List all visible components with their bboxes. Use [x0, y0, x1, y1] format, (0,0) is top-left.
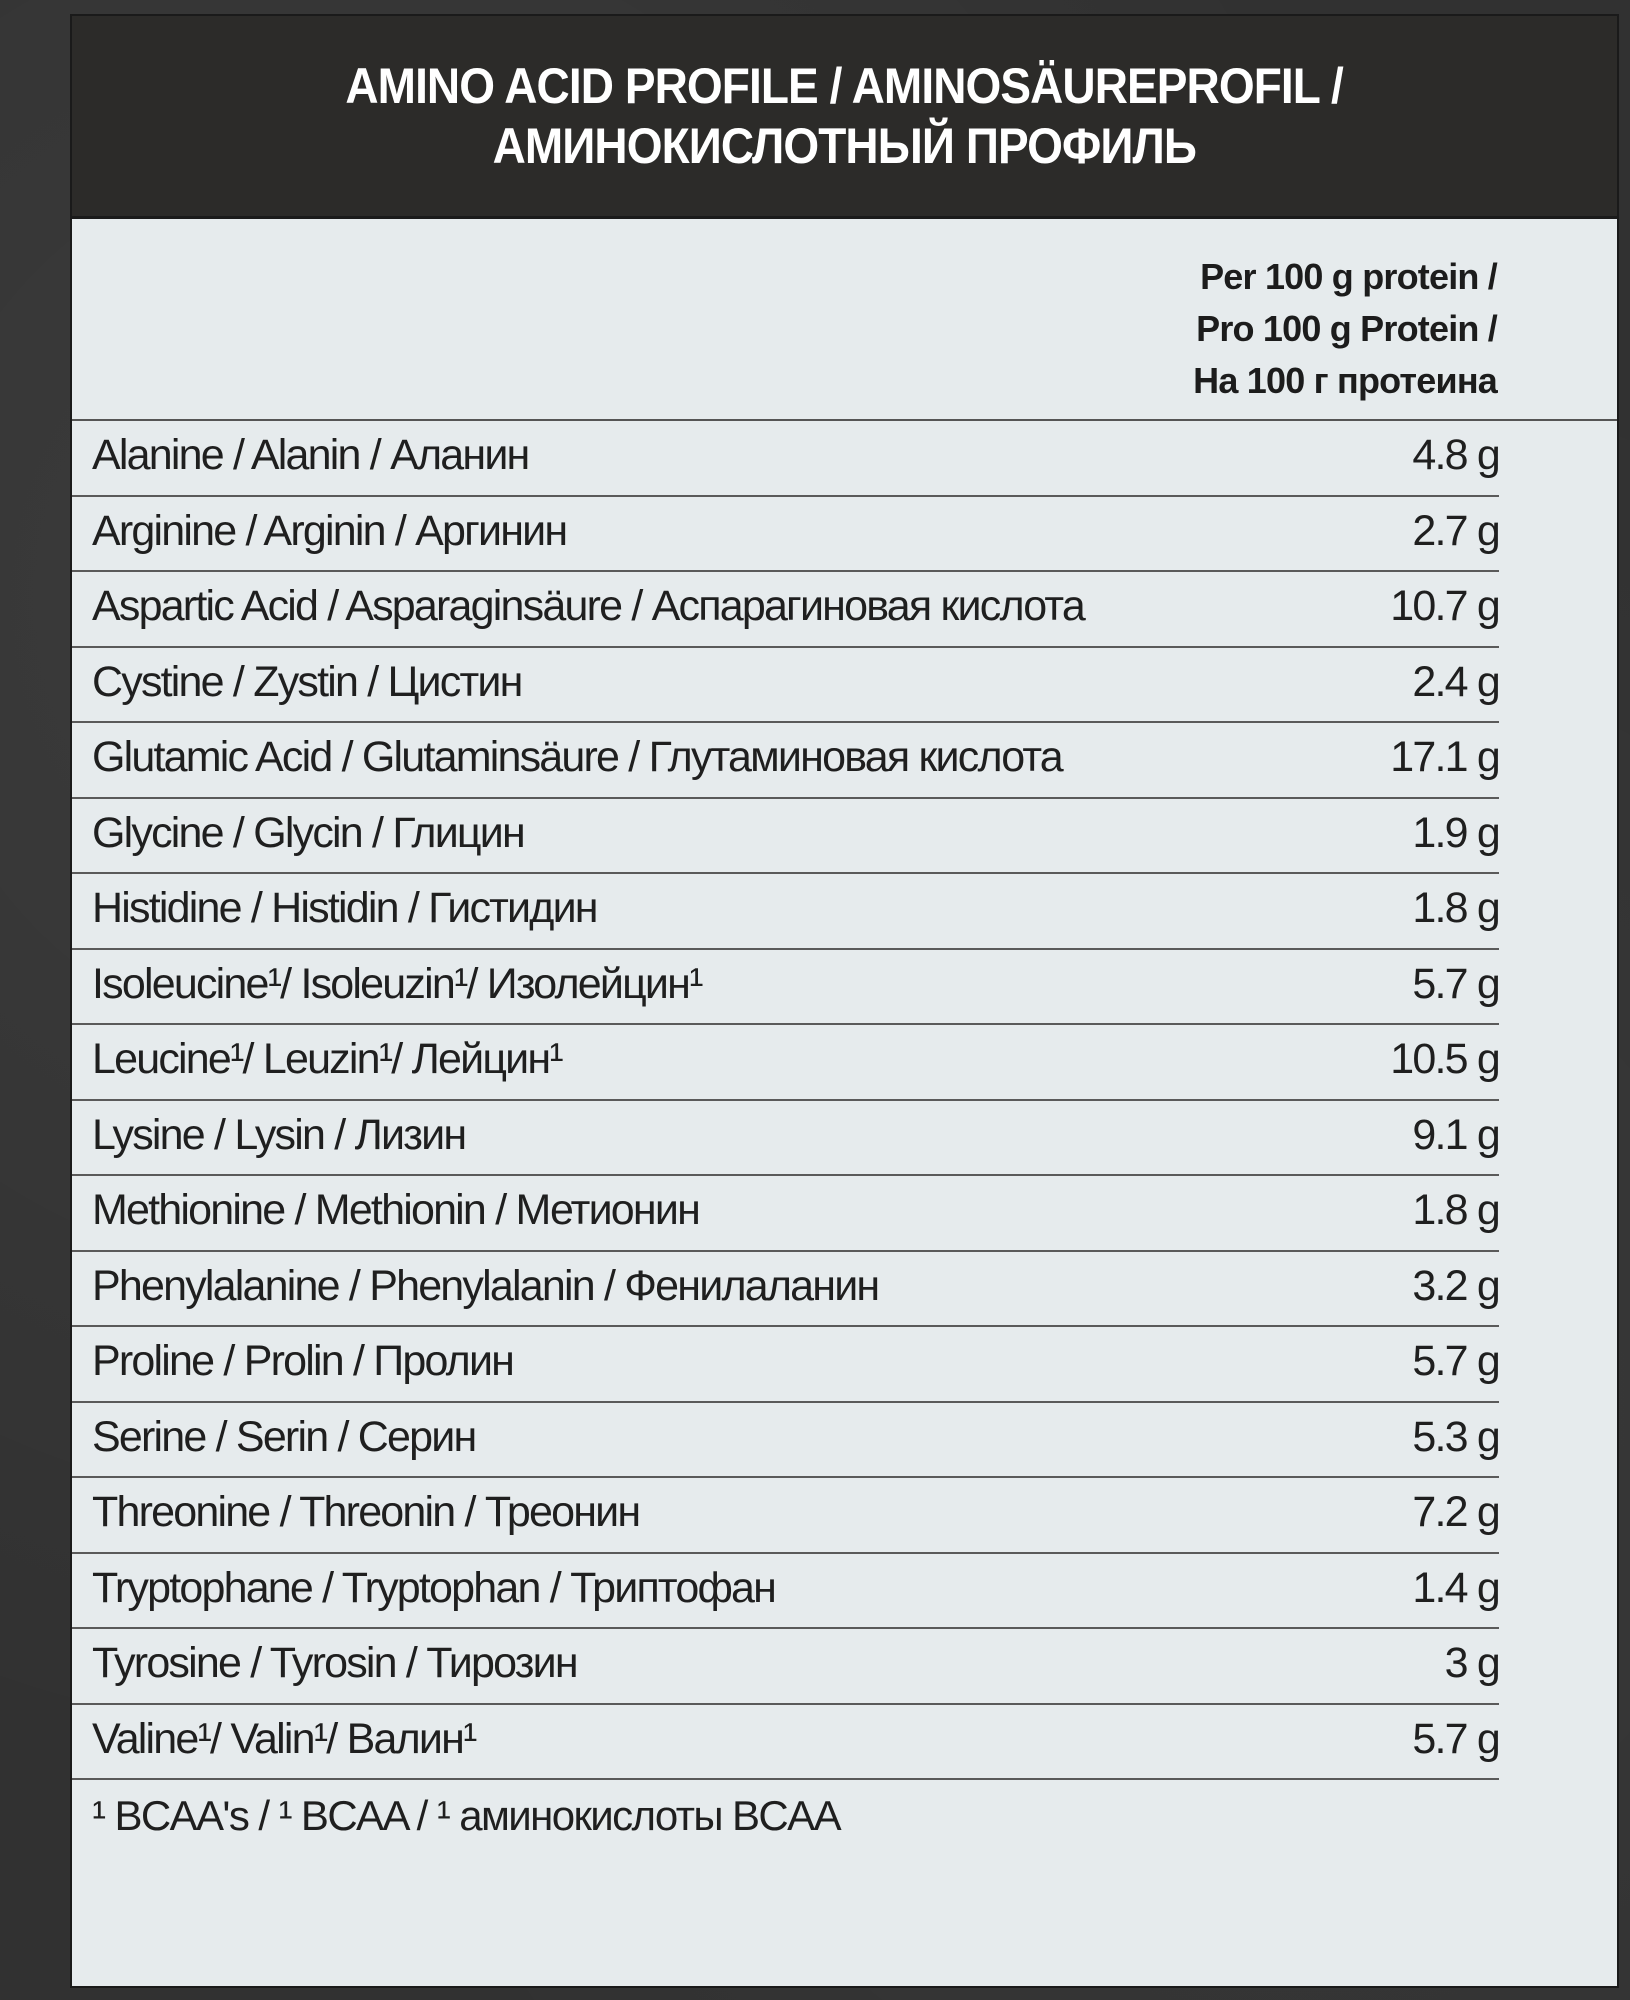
header-title-line-1: AMINO ACID PROFILE / AMINOSÄUREPROFIL / — [345, 58, 1344, 114]
amino-acid-value: 7.2 g — [1412, 1488, 1499, 1536]
table-row — [72, 572, 1499, 648]
amino-acid-value: 2.7 g — [1412, 506, 1499, 555]
amino-acid-value: 9.1 g — [1412, 1110, 1499, 1159]
table-row — [72, 1554, 1499, 1630]
column-header-line-3: На 100 г протеина — [1193, 360, 1497, 401]
amino-acid-value: 1.4 g — [1412, 1563, 1499, 1612]
amino-acid-value: 1.8 g — [1412, 884, 1499, 932]
amino-acid-name: Tryptophane / Tryptophan / Триптофан — [92, 1563, 776, 1612]
table-row — [72, 1101, 1499, 1177]
table-row — [72, 1705, 1499, 1781]
amino-acid-name: Alanine / Alanin / Аланин — [92, 431, 529, 479]
column-header — [72, 219, 1617, 419]
amino-acid-value: 5.7 g — [1412, 1337, 1499, 1385]
amino-acid-value: 5.7 g — [1412, 959, 1499, 1008]
table-row — [72, 648, 1499, 724]
table-row — [72, 1176, 1499, 1252]
amino-acid-table — [72, 419, 1617, 1780]
nutrition-label — [72, 16, 1617, 1986]
column-header-line-2: Pro 100 g Protein / — [1196, 308, 1497, 349]
table-row — [72, 874, 1499, 950]
table-row — [72, 1478, 1499, 1554]
amino-acid-name: Aspartic Acid / Asparaginsäure / Аспарагиновая кислота — [92, 582, 1084, 630]
amino-acid-name: Histidine / Histidin / Гистидин — [92, 884, 597, 932]
amino-acid-name: Arginine / Arginin / Аргинин — [92, 506, 567, 555]
table-row — [72, 1629, 1499, 1705]
amino-acid-name: Glutamic Acid / Glutaminsäure / Глутаминовая кислота — [92, 733, 1062, 781]
amino-acid-value: 3.2 g — [1412, 1261, 1499, 1310]
amino-acid-value: 5.7 g — [1412, 1714, 1499, 1763]
amino-acid-name: Cystine / Zystin / Цистин — [92, 657, 522, 706]
column-header-line-1: Per 100 g protein / — [1200, 256, 1497, 297]
table-row — [72, 497, 1499, 573]
amino-acid-value: 4.8 g — [1412, 431, 1499, 479]
table-row — [72, 1025, 1499, 1101]
amino-acid-name: Proline / Prolin / Пролин — [92, 1337, 514, 1385]
table-row — [72, 723, 1499, 799]
table-row — [72, 1403, 1499, 1479]
amino-acid-name: Leucine¹/ Leuzin¹/ Лейцин¹ — [92, 1035, 562, 1083]
amino-acid-name: Methionine / Methionin / Метионин — [92, 1186, 700, 1234]
header-title-line-2: АМИНОКИСЛОТНЫЙ ПРОФИЛЬ — [492, 118, 1197, 174]
amino-acid-value: 10.5 g — [1390, 1035, 1499, 1083]
table-row — [72, 950, 1499, 1026]
amino-acid-value: 10.7 g — [1390, 582, 1499, 630]
amino-acid-name: Phenylalanine / Phenylalanin / Фенилаланин — [92, 1261, 879, 1310]
amino-acid-name: Threonine / Threonin / Треонин — [92, 1488, 640, 1536]
amino-acid-value: 5.3 g — [1412, 1412, 1499, 1461]
amino-acid-value: 3 g — [1444, 1639, 1499, 1687]
amino-acid-name: Tyrosine / Tyrosin / Тирозин — [92, 1639, 577, 1687]
table-row — [72, 1252, 1499, 1328]
amino-acid-value: 2.4 g — [1412, 657, 1499, 706]
amino-acid-name: Isoleucine¹/ Isoleuzin¹/ Изолейцин¹ — [92, 959, 702, 1008]
amino-acid-name: Lysine / Lysin / Лизин — [92, 1110, 466, 1159]
amino-acid-value: 1.8 g — [1412, 1186, 1499, 1234]
amino-acid-name: Valine¹/ Valin¹/ Валин¹ — [92, 1714, 476, 1763]
label-header — [72, 16, 1617, 219]
amino-acid-value: 1.9 g — [1412, 808, 1499, 857]
footnote: ¹ BCAA's / ¹ BCAA / ¹ аминокислоты BCAA — [92, 1792, 840, 1839]
column-header-text — [1193, 251, 1497, 407]
table-row — [72, 799, 1499, 875]
table-row — [72, 1327, 1499, 1403]
amino-acid-name: Glycine / Glycin / Глицин — [92, 808, 524, 857]
amino-acid-name: Serine / Serin / Серин — [92, 1412, 476, 1461]
amino-acid-value: 17.1 g — [1390, 733, 1499, 781]
table-row — [72, 421, 1499, 497]
